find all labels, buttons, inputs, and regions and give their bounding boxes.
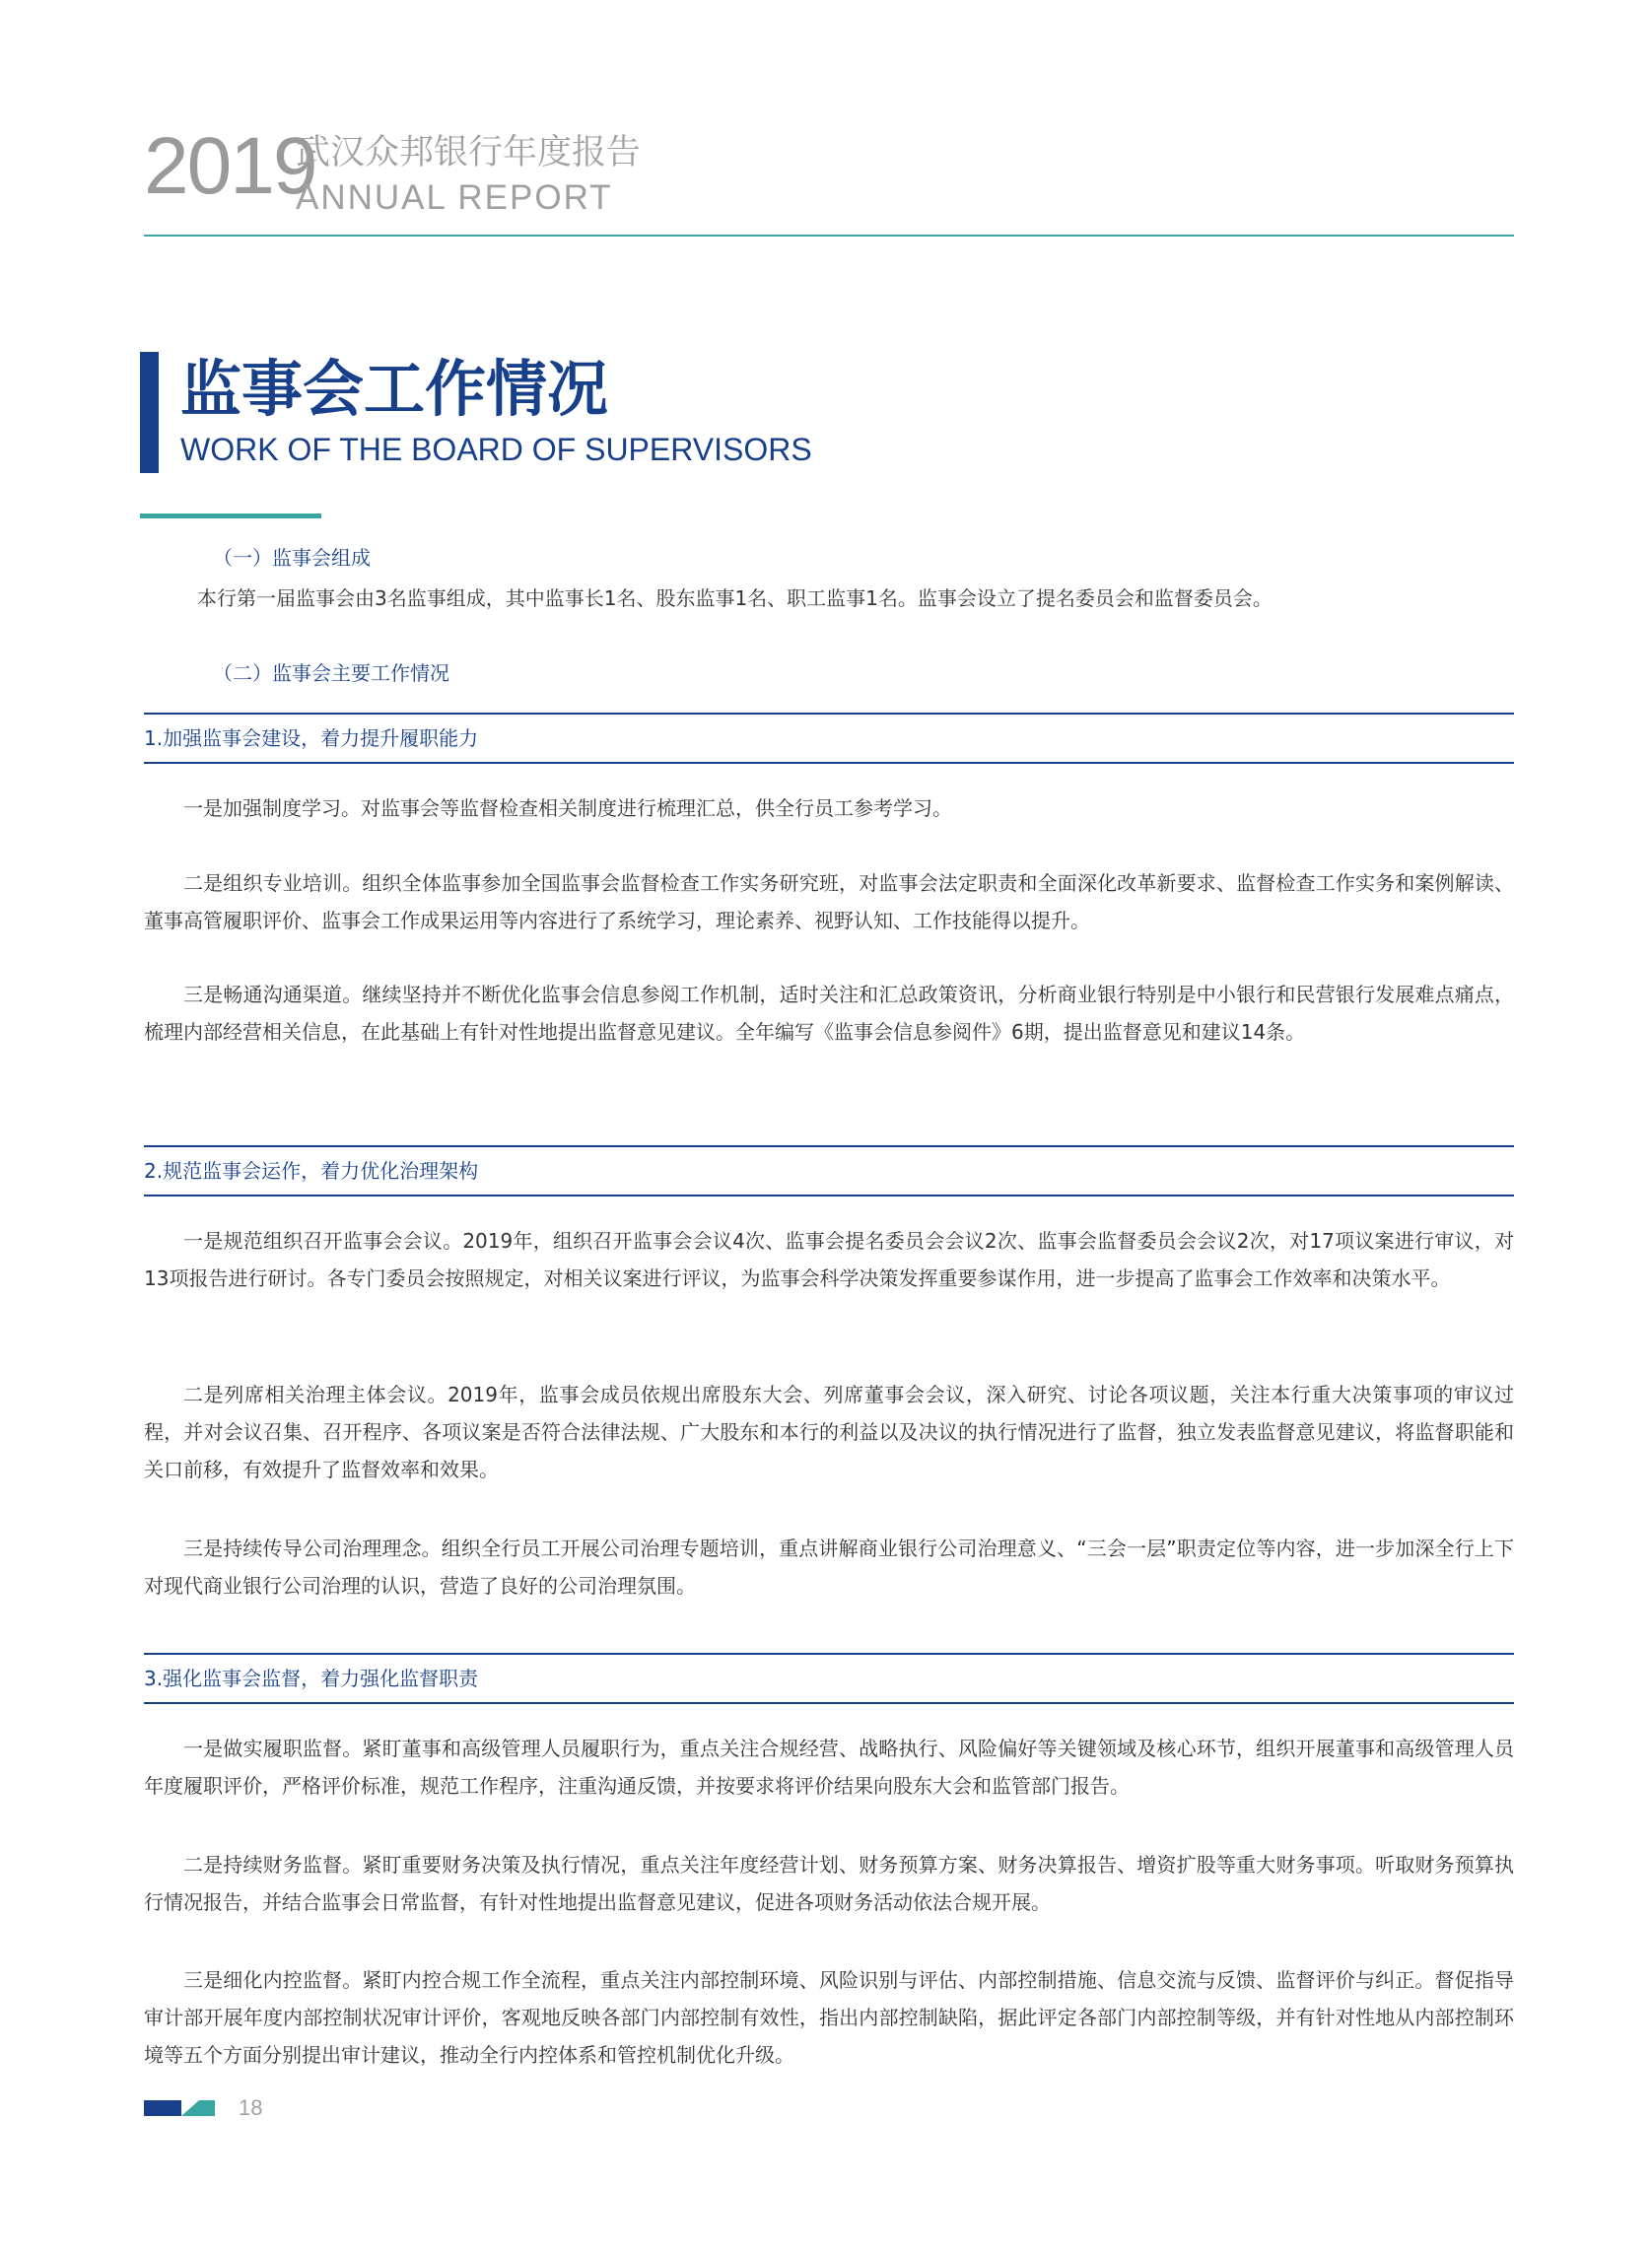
paragraph-1-1: 一是加强制度学习。对监事会等监督检查相关制度进行梳理汇总，供全行员工参考学习。 xyxy=(183,796,952,820)
paragraph-1-2: 二是组织专业培训。组织全体监事参加全国监事会监督检查工作实务研究班，对监事会法定职责和全面深化改革新要求、监督检查工作实务和案例解读、董事高管履职评价、监事会工作成果运用等内容进行了系统学习，理论素养、视野认知、工作技能得以提升。 xyxy=(144,871,1514,932)
page-number: 18 xyxy=(239,2095,263,2120)
section-heading-band-1 xyxy=(144,713,1514,764)
subheading-composition: （一）监事会组成 xyxy=(213,546,371,570)
report-year: 2019 xyxy=(144,121,316,211)
section-title-underline xyxy=(140,513,321,518)
section-heading-2: 2.规范监事会运作，着力优化治理架构 xyxy=(144,1159,479,1183)
paragraph-2-3: 三是持续传导公司治理理念。组织全行员工开展公司治理专题培训，重点讲解商业银行公司治理意义、“三会一层”职责定位等内容，进一步加深全行上下对现代商业银行公司治理的认识，营造了良好的公司治理氛围。 xyxy=(144,1537,1514,1598)
paragraph-1-3: 三是畅通沟通渠道。继续坚持并不断优化监事会信息参阅工作机制，适时关注和汇总政策资讯，分析商业银行特别是中小银行和民营银行发展难点痛点，梳理内部经营相关信息，在此基础上有针对性地提出监督意见建议。全年编写《监事会信息参阅件》6期，提出监督意见和建议14条。 xyxy=(144,983,1514,1044)
section-heading-3: 3.强化监事会监督，着力强化监督职责 xyxy=(144,1667,479,1690)
paragraph-2-1: 一是规范组织召开监事会会议。2019年，组织召开监事会会议4次、监事会提名委员会会议2次、监事会监督委员会会议2次，对17项议案进行审议，对13项报告进行研讨。各专门委员会按照规定，对相关议案进行评议，为监事会科学决策发挥重要参谋作用，进一步提高了监事会工作效率和决策水平。 xyxy=(144,1229,1514,1290)
section-title-cn: 监事会工作情况 xyxy=(180,353,609,425)
section-heading-band-2 xyxy=(144,1145,1514,1196)
paragraph-2-2: 二是列席相关治理主体会议。2019年，监事会成员依规出席股东大会、列席董事会会议，深入研究、讨论各项议题，关注本行重大决策事项的审议过程，并对会议召集、召开程序、各项议案是否符合法律法规、广大股东和本行的利益以及决议的执行情况进行了监督，独立发表监督意见建议，将监督职能和关口前移，有效提升了监督效率和效果。 xyxy=(144,1383,1514,1481)
section-title-accent xyxy=(140,352,159,473)
report-title-cn: 武汉众邦银行年度报告 xyxy=(296,133,642,172)
report-title-en: ANNUAL REPORT xyxy=(296,178,613,217)
section-title-en: WORK OF THE BOARD OF SUPERVISORS xyxy=(180,432,812,467)
paragraph-3-3: 三是细化内控监督。紧盯内控合规工作全流程，重点关注内部控制环境、风险识别与评估、内部控制措施、信息交流与反馈、监督评价与纠正。督促指导审计部开展年度内部控制状况审计评价，客观地反映各部门内部控制有效性，指出内部控制缺陷，据此评定各部门内部控制等级，并有针对性地从内部控制环境等五个方面分别提出审计建议，推动全行内控体系和管控机制优化升级。 xyxy=(144,1968,1514,2067)
paragraph-3-1: 一是做实履职监督。紧盯董事和高级管理人员履职行为，重点关注合规经营、战略执行、风险偏好等关键领域及核心环节，组织开展董事和高级管理人员年度履职评价，严格评价标准，规范工作程序，注重沟通反馈，并按要求将评价结果向股东大会和监管部门报告。 xyxy=(144,1737,1514,1798)
footer-accent-teal xyxy=(181,2100,215,2116)
header-divider xyxy=(144,235,1514,237)
section-heading-band-3 xyxy=(144,1653,1514,1704)
paragraph-3-2: 二是持续财务监督。紧盯重要财务决策及执行情况，重点关注年度经营计划、财务预算方案、财务决算报告、增资扩股等重大财务事项。听取财务预算执行情况报告，并结合监事会日常监督，有针对性地提出监督意见建议，促进各项财务活动依法合规开展。 xyxy=(144,1853,1514,1914)
section-heading-1: 1.加强监事会建设，着力提升履职能力 xyxy=(144,726,479,750)
paragraph-composition: 本行第一届监事会由3名监事组成，其中监事长1名、股东监事1名、职工监事1名。监事会设立了提名委员会和监督委员会。 xyxy=(197,586,1273,610)
subheading-main-work: （二）监事会主要工作情况 xyxy=(213,661,449,685)
footer-accent-blue xyxy=(144,2100,181,2116)
